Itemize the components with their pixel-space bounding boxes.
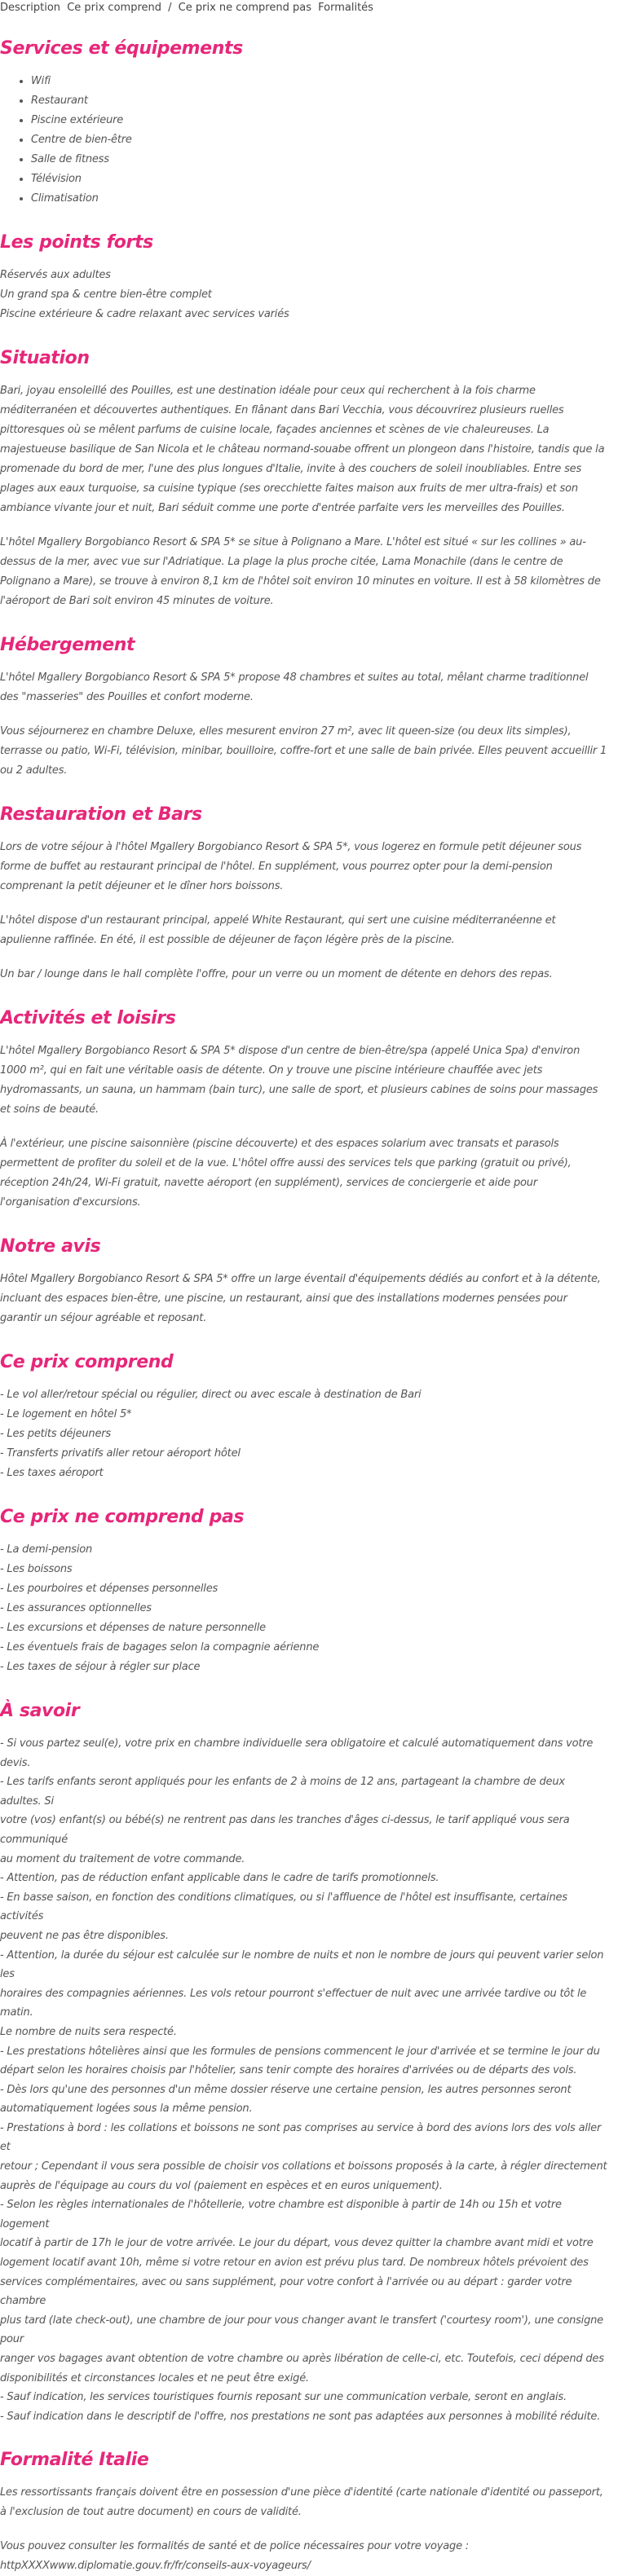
list-item: - Les excursions et dépenses de nature personnelle — [0, 1622, 266, 1634]
situation-paragraph-1: Bari, joyau ensoleillé des Pouilles, est une destination idéale pour ceux qui recherchent à la fois charme méditerranéen et découvertes authentiques. En flânant dans Bari Vecchia, vous découvrirez plusieurs ruelles pittoresques où se mêlent parfums de cuisine locale, façades anciennes et scènes de vie chaleureuses. La majestueuse basilique de San Nicola et le château normand-souabe offrent un plongeon dans l'histoire, tandis que la promenade du bord de mer, l'une des plus longues d'Italie, invite à des couchers de soleil inoubliables. Entre ses plages aux eaux turquoise, sa cuisine typique (ses orecchiette faites maison aux fruits de mer ultra-frais) et son ambiance vivante jour et nuit, Bari séduit comme une porte d'entrée parfaite vers les merveilles des Pouilles. — [0, 385, 605, 514]
formalite-paragraph-2 — [0, 2537, 608, 2576]
list-item: - En basse saison, en fonction des conditions climatiques, ou si l'affluence de l'hôtel est insuffisante, certaines activités — [0, 1891, 567, 1923]
list-item: - La demi-pension — [0, 1543, 93, 1556]
list-item: - Les taxes aéroport — [0, 1467, 104, 1479]
list-item: - Sauf indication dans le descriptif de l'offre, nos prestations ne sont pas adaptées aux personnes à mobilité réduite. — [0, 2410, 601, 2423]
section-title-formalite: Formalité Italie — [0, 2450, 149, 2471]
section-title-hebergement: Hébergement — [0, 635, 135, 655]
list-item: - Attention, pas de réduction enfant applicable dans le cadre de tarifs promotionnels. — [0, 1872, 439, 1885]
list-item: locatif à partir de 17h le jour de votre arrivée. Le jour du départ, vous devez quitter la chambre avant midi et votre — [0, 2237, 594, 2250]
list-item: - Les pourboires et dépenses personnelles — [0, 1583, 219, 1595]
list-item: horaires des compagnies aériennes. Les vols retour pourront s'effectuer de nuit avec une arrivée tardive ou tôt le matin. — [0, 1987, 587, 2019]
list-item: - Les boissons — [0, 1563, 73, 1575]
list-item: - Les éventuels frais de bagages selon la compagnie aérienne — [0, 1641, 320, 1653]
list-item: - Sauf indication, les services touristiques fournis reposant sur une communication verbale, seront en anglais. — [0, 2391, 567, 2404]
restauration-paragraph-3: Un bar / lounge dans le hall complète l'offre, pour un verre ou un moment de détente en dehors des repas. — [0, 968, 553, 980]
services-list — [0, 72, 608, 209]
hebergement-paragraph-1: L'hôtel Mgallery Borgobianco Resort & SPA 5* propose 48 chambres et suites au total, mêlant charme traditionnel des "masseries" des Pouilles et confort moderne. — [0, 672, 589, 703]
restauration-paragraph-1: Lors de votre séjour à l'hôtel Mgallery Borgobianco Resort & SPA 5*, vous logerez en formule petit déjeuner sous forme de buffet au restaurant principal de l'hôtel. En supplément, vous pourrez opter pour la demi-pension comprenant la petit déjeuner et le dîner hors boissons. — [0, 841, 582, 892]
list-item: départ selon les horaires choisis par l'hôtelier, sans tenir compte des horaires d'arrivées ou de départs des vols. — [0, 2064, 577, 2077]
list-item: - Selon les règles internationales de l'hôtellerie, votre chambre est disponible à partir de 14h ou 15h et votre logement — [0, 2199, 562, 2230]
list-item: - Les assurances optionnelles — [0, 1602, 152, 1614]
list-item: • Wifi — [31, 72, 608, 91]
list-item: Un grand spa & centre bien-être complet — [0, 288, 212, 301]
list-item: Réservés aux adultes — [0, 269, 111, 281]
list-item: • Climatisation — [31, 189, 608, 209]
section-title-situation: Situation — [0, 348, 90, 368]
section-title-comprend: Ce prix comprend — [0, 1352, 174, 1372]
section-title-activites: Activités et loisirs — [0, 1008, 176, 1028]
list-item: - Dès lors qu'une des personnes d'un même dossier réserve une certaine pension, les autres personnes seront — [0, 2083, 572, 2096]
savoir-list — [0, 1734, 608, 2426]
list-item: • Télévision — [31, 170, 608, 189]
list-item: • Restaurant — [31, 91, 608, 111]
section-title-ne-comprend: Ce prix ne comprend pas — [0, 1507, 245, 1527]
hebergement-paragraph-2: Vous séjournerez en chambre Deluxe, elles mesurent environ 27 m², avec lit queen-size (ou deux lits simples), terrasse ou patio, Wi-Fi, télévision, minibar, bouilloire, coffre-fort et une salle de bain privée. Elles peuvent accueillir 1 ou 2 adultes. — [0, 725, 607, 777]
list-item: - Les prestations hôtelières ainsi que les formules de pensions commencent le jour d'arrivée et se termine le jour du — [0, 2045, 600, 2058]
list-item: Piscine extérieure & cadre relaxant avec services variés — [0, 308, 289, 320]
tab-formalites[interactable]: Formalités — [318, 2, 373, 14]
restauration-paragraph-2: L'hôtel dispose d'un restaurant principal, appelé White Restaurant, qui sert une cuisine méditerranéenne et apulienne raffinée. En été, il est possible de déjeuner de façon légère près de la piscine. — [0, 914, 556, 946]
list-item: - Attention, la durée du séjour est calculée sur le nombre de nuits et non le nombre de jours qui peuvent varier selon les — [0, 1949, 604, 1981]
list-item: • Piscine extérieure — [31, 111, 608, 130]
list-item: ranger vos bagages avant obtention de votre chambre ou après libération de celle-ci, etc. Toutefois, ceci dépend des — [0, 2353, 604, 2365]
list-item: logement locatif avant 10h, même si votre retour en avion est prévu plus tard. De nombreux hôtels prévoient des — [0, 2257, 589, 2270]
list-item: automatiquement logées sous la même pension. — [0, 2103, 253, 2116]
situation-paragraph-2: L'hôtel Mgallery Borgobianco Resort & SPA 5* se situe à Polignano a Mare. L'hôtel est situé « sur les collines » au-dessus de la mer, avec vue sur l'Adriatique. La plage la plus proche citée, Lama Monachile (dans le centre de Polignano a Mare), se trouve à environ 8,1 km de l'hôtel soit environ 10 minutes en voiture. Il est à 58 kilomètres de l'aéroport de Bari soit environ 45 minutes de voiture. — [0, 536, 601, 607]
list-item: - Les taxes de séjour à régler sur place — [0, 1661, 201, 1673]
formalite-paragraph-1: Les ressortissants français doivent être en possession d'une pièce d'identité (carte nationale d'identité ou passeport, à l'exclusion de tout autre document) en cours de validité. — [0, 2486, 603, 2519]
list-item: - Transferts privatifs aller retour aéroport hôtel — [0, 1447, 241, 1460]
tab-separator: / — [168, 2, 172, 14]
section-title-services: Services et équipements — [0, 38, 243, 59]
list-item: - Le logement en hôtel 5* — [0, 1408, 132, 1420]
diplomatie-link[interactable]: httpXXXXwww.diplomatie.gouv.fr/fr/conseils-aux-voyageurs/ — [0, 2560, 311, 2573]
list-item: - Si vous partez seul(e), votre prix en chambre individuelle sera obligatoire et calculé automatiquement dans votre devis. — [0, 1737, 594, 1769]
list-item: Le nombre de nuits sera respecté. — [0, 2025, 177, 2038]
activites-paragraph-1: L'hôtel Mgallery Borgobianco Resort & SPA 5* dispose d'un centre de bien-être/spa (appelé Unica Spa) d'environ 1000 m², qui en fait une véritable oasis de détente. On y trouve une piscine intérieure chauffée avec jets hydromassants, un sauna, un hammam (bain turc), une salle de sport, et plusieurs cabines de soins pour massages et soins de beauté. — [0, 1045, 598, 1116]
list-item: - Les petits déjeuners — [0, 1428, 111, 1440]
comprend-list — [0, 1385, 608, 1483]
points-forts-list — [0, 266, 608, 324]
section-title-savoir: À savoir — [0, 1701, 80, 1721]
list-item: peuvent ne pas être disponibles. — [0, 1929, 169, 1942]
activites-paragraph-2: À l'extérieur, une piscine saisonnière (piscine découverte) et des espaces solarium avec transats et parasols permettent de profiter du soleil et de la vue. L'hôtel offre aussi des services tels que parking (gratuit ou privé), réception 24h/24, Wi-Fi gratuit, navette aéroport (en supplément), services de conciergerie et aide pour l'organisation d'excursions. — [0, 1138, 572, 1209]
list-item: - Prestations à bord : les collations et boissons ne sont pas comprises au service à bord des avions lors des vols aller et — [0, 2121, 602, 2154]
list-item: - Le vol aller/retour spécial ou régulier, direct ou avec escale à destination de Bari — [0, 1389, 422, 1401]
list-item: retour ; Cependant il vous sera possible de choisir vos collations et boissons proposés à la carte, à régler directement — [0, 2160, 607, 2173]
tabs-bar — [0, 0, 608, 16]
tab-ce-prix-comprend[interactable]: Ce prix comprend — [67, 2, 161, 14]
list-item: - Les tarifs enfants seront appliqués pour les enfants de 2 à moins de 12 ans, partageant la chambre de deux adultes. Si — [0, 1776, 565, 1808]
list-item: au moment du traitement de votre commande. — [0, 1852, 245, 1865]
list-item: • Centre de bien-être — [31, 130, 608, 150]
list-item: votre (vos) enfant(s) ou bébé(s) ne rentrent pas dans les tranches d'âges ci-dessus, le tarif appliqué vous sera communiqué — [0, 1814, 570, 1846]
formalite-paragraph-2-text: Vous pouvez consulter les formalités de santé et de police nécessaires pour votre voyage : — [0, 2540, 469, 2553]
section-title-points-forts: Les points forts — [0, 232, 153, 253]
section-title-avis: Notre avis — [0, 1236, 101, 1257]
list-item: • Salle de fitness — [31, 150, 608, 170]
list-item: disponibilités et circonstances locales et ne peut être exigé. — [0, 2371, 309, 2384]
section-title-restauration: Restauration et Bars — [0, 804, 202, 825]
tab-description[interactable]: Description — [0, 2, 61, 14]
list-item: auprès de l'équipage au cours du vol (paiement en espèces et en euros uniquement). — [0, 2179, 443, 2192]
avis-paragraph-1: Hôtel Mgallery Borgobianco Resort & SPA 5* offre un large éventail d'équipements dédiés au confort et à la détente, incluant des espaces bien-être, une piscine, un restaurant, ainsi que des installations modernes pensées pour garantir un séjour agréable et reposant. — [0, 1273, 601, 1324]
ne-comprend-list — [0, 1540, 608, 1677]
list-item: plus tard (late check-out), une chambre de jour pour vous changer avant le transfert ('courtesy room'), une consigne pour — [0, 2314, 603, 2346]
list-item: services complémentaires, avec ou sans supplément, pour votre confort à l'arrivée ou au départ : garder votre chambre — [0, 2275, 572, 2308]
tab-ce-prix-ne-comprend-pas[interactable]: Ce prix ne comprend pas — [178, 2, 311, 14]
